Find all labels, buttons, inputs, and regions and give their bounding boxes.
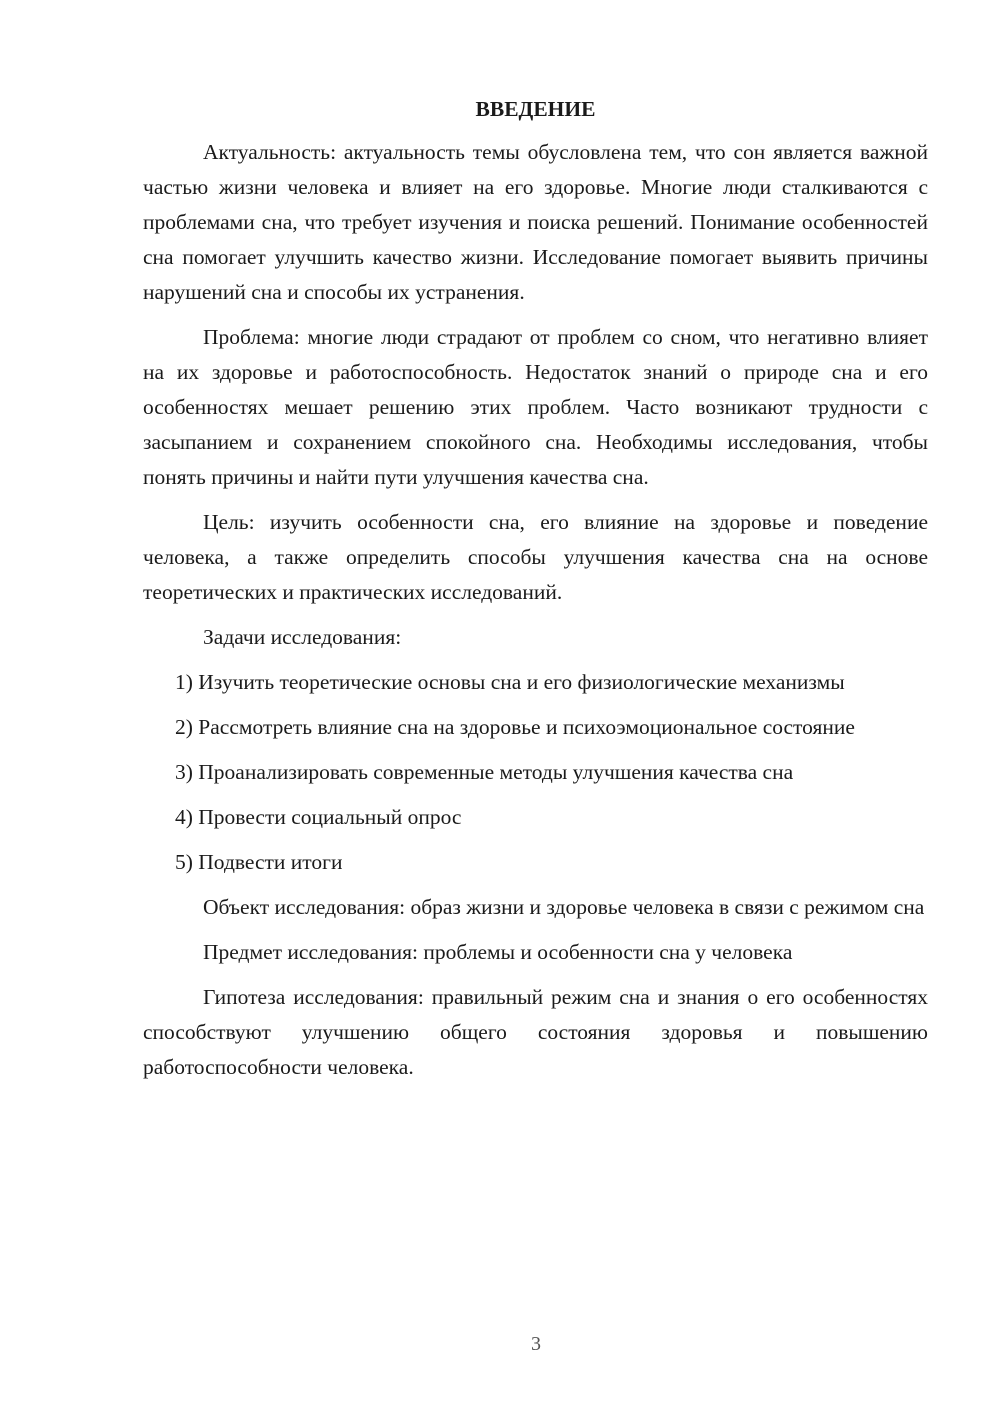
document-title: ВВЕДЕНИЕ [475, 97, 596, 121]
tasks-heading: Задачи исследования: [203, 625, 402, 649]
task-item-1: 1) Изучить теоретические основы сна и его физиологические механизмы [175, 670, 845, 694]
relevance-paragraph: Актуальность: актуальность темы обусловлена тем, что сон является важной частью жизни человека и влияет на его здоровье. Многие люди сталкиваются с проблемами сна, что требует изучения и поиска решений. Понимание особенностей сна помогает улучшить качество жизни. Исследование помогает выявить причины нарушений сна и способы их устранения. [143, 140, 928, 304]
document-page [143, 92, 928, 1095]
task-item-5: 5) Подвести итоги [175, 850, 343, 874]
subject-paragraph: Предмет исследования: проблемы и особенности сна у человека [203, 940, 793, 964]
hypothesis-paragraph: Гипотеза исследования: правильный режим сна и знания о его особенностях способствуют улучшению общего состояния здоровья и повышению работоспособности человека. [143, 985, 928, 1079]
goal-paragraph: Цель: изучить особенности сна, его влияние на здоровье и поведение человека, а также определить способы улучшения качества сна на основе теоретических и практических исследований. [143, 510, 928, 604]
task-item-2: 2) Рассмотреть влияние сна на здоровье и психоэмоциональное состояние [175, 715, 855, 739]
task-item-4: 4) Провести социальный опрос [175, 805, 462, 829]
task-item-3: 3) Проанализировать современные методы улучшения качества сна [175, 760, 794, 784]
page-number: 3 [531, 1333, 541, 1355]
problem-paragraph: Проблема: многие люди страдают от проблем со сном, что негативно влияет на их здоровье и работоспособность. Недостаток знаний о природе сна и его особенностях мешает решению этих проблем. Часто возникают трудности с засыпанием и сохранением спокойного сна. Необходимы исследования, чтобы понять причины и найти пути улучшения качества сна. [143, 325, 928, 489]
object-paragraph: Объект исследования: образ жизни и здоровье человека в связи с режимом сна [203, 895, 925, 919]
